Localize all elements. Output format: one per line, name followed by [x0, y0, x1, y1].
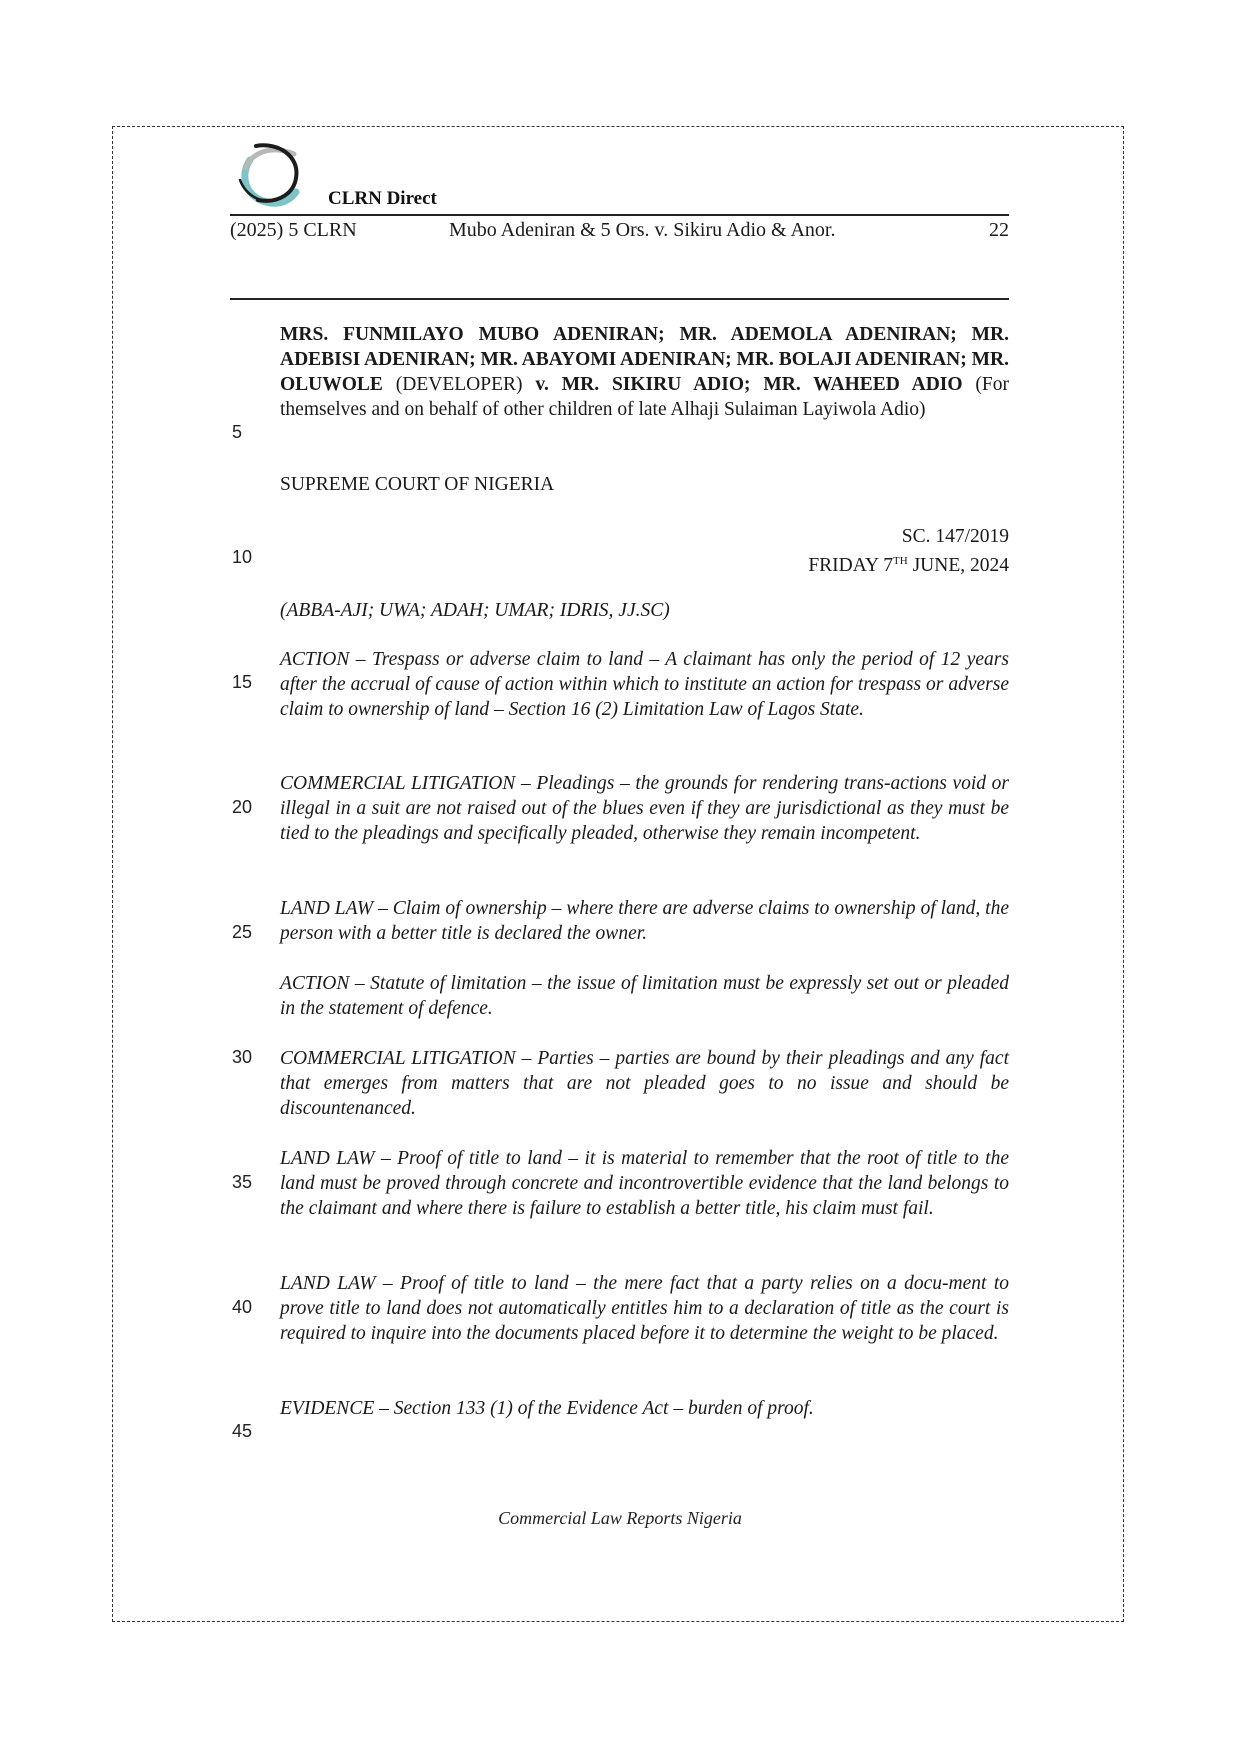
held-subject: ACTION	[280, 649, 350, 670]
section-rule	[230, 298, 1009, 300]
held-subject: ACTION	[280, 973, 350, 994]
held-text: – Proof of title to land – the mere fact that a party relies on a docu-ment to prove title to land does not automatically entitles him to a declaration of title as the court is required to inquire into the documents placed before it to determine the weight to be placed.	[280, 1273, 1009, 1344]
held-note	[280, 1271, 1009, 1346]
held-text: – Statute of limitation – the issue of limitation must be expressly set out or pleaded in the statement of defence.	[280, 973, 1009, 1019]
held-note	[280, 896, 1009, 946]
held-text: – Proof of title to land – it is material to remember that the root of title to the land must be proved through concrete and incontrovertible evidence that the land belongs to the claimant and where there is failure to establish a better title, his claim must fail.	[280, 1148, 1009, 1219]
held-subject: COMMERCIAL LITIGATION	[280, 773, 516, 794]
page-footer: Commercial Law Reports Nigeria	[498, 1508, 742, 1528]
suit-details	[280, 524, 1009, 578]
held-subject: LAND LAW	[280, 898, 374, 919]
held-text: – Claim of ownership – where there are adverse claims to ownership of land, the person with a better title is declared the owner.	[280, 898, 1009, 944]
held-subject: LAND LAW	[280, 1273, 376, 1294]
held-subject: COMMERCIAL LITIGATION	[280, 1048, 516, 1069]
brand-name: CLRN Direct	[328, 188, 437, 209]
line-number: 45	[232, 1421, 253, 1441]
held-text: – Parties – parties are bound by their pleadings and any fact that emerges from matters that are not pleaded goes to no issue and should be discountenanced.	[280, 1048, 1009, 1119]
line-number: 30	[232, 1047, 253, 1067]
held-note	[280, 1396, 1009, 1421]
clrn-logo-icon	[236, 140, 310, 210]
held-note	[280, 647, 1009, 722]
held-note	[280, 1046, 1009, 1121]
appellant-role: (DEVELOPER)	[382, 374, 536, 395]
line-number: 5	[232, 422, 243, 442]
court-name: SUPREME COURT OF NIGERIA	[280, 474, 555, 495]
judgment-date: FRIDAY 7TH JUNE, 2024	[808, 555, 1009, 576]
suit-number: SC. 147/2019	[901, 526, 1009, 547]
respondent-note: (For themselves and on behalf of other children of late Alhaji Sulaiman Layiwola Adio)	[280, 374, 1009, 420]
page-number: 22	[989, 219, 1009, 241]
line-number: 15	[232, 672, 253, 692]
case-short-title: Mubo Adeniran & 5 Ors. v. Sikiru Adio & Anor.	[449, 219, 836, 241]
held-note	[280, 1146, 1009, 1221]
line-number: 10	[232, 547, 253, 567]
line-number: 35	[232, 1172, 253, 1192]
report-citation: (2025) 5 CLRN	[230, 219, 357, 241]
line-number: 20	[232, 797, 253, 817]
judges-panel: (ABBA-AJI; UWA; ADAH; UMAR; IDRIS, JJ.SC)	[280, 600, 670, 621]
line-number: 25	[232, 922, 253, 942]
held-text: – Trespass or adverse claim to land – A claimant has only the period of 12 years after the accrual of cause of action within which to institute an action for trespass or adverse claim to ownership of land – Section 16 (2) Limitation Law of Lagos State.	[280, 649, 1009, 720]
held-subject: LAND LAW	[280, 1148, 375, 1169]
held-note	[280, 771, 1009, 846]
held-text: – Section 133 (1) of the Evidence Act – burden of proof.	[374, 1398, 814, 1419]
case-parties	[280, 322, 1009, 422]
held-text: – Pleadings – the grounds for rendering trans-actions void or illegal in a suit are not raised out of the blues even if they are jurisdictional as they must be tied to the pleadings and specifically pleaded, otherwise they remain incompetent.	[280, 773, 1009, 844]
held-subject: EVIDENCE	[280, 1398, 375, 1419]
respondents: v. MR. SIKIRU ADIO; MR. WAHEED ADIO	[535, 374, 963, 395]
appellants: MRS. FUNMILAYO MUBO ADENIRAN; MR. ADEMOLA ADENIRAN; MR. ADEBISI ADENIRAN; MR. ABAYOMI ADENIRAN; MR. BOLAJI ADENIRAN; MR. OLUWOLE	[280, 324, 1009, 395]
header-rule	[230, 214, 1009, 216]
line-number: 40	[232, 1297, 253, 1317]
held-note	[280, 971, 1009, 1021]
